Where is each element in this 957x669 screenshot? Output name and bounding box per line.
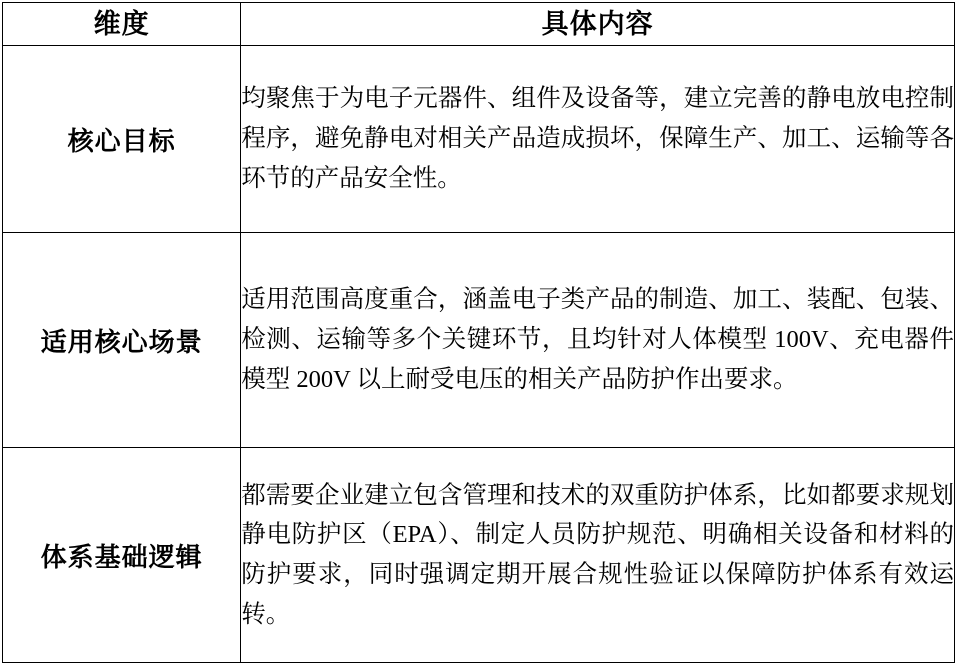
row-content-paragraph: 适用范围高度重合，涵盖电子类产品的制造、加工、装配、包装、检测、运输等多个关键环节，且均针对人体模型 100V、充电器件模型 200V 以上耐受电压的相关产品防护作出要求。 bbox=[241, 286, 954, 393]
row-content-paragraph: 都需要企业建立包含管理和技术的双重防护体系，比如都要求规划静电防护区（EPA）、制定人员防护规范、明确相关设备和材料的防护要求，同时强调定期开展合规性验证以保障防护体系有效运转。 bbox=[241, 481, 954, 628]
column-header-dimension: 维度 bbox=[3, 3, 241, 46]
row-dimension-label: 适用核心场景 bbox=[3, 233, 241, 448]
table-header-row bbox=[3, 3, 955, 46]
row-dimension-label: 核心目标 bbox=[3, 46, 241, 233]
row-content-text bbox=[241, 448, 955, 663]
table-row bbox=[3, 233, 955, 448]
row-content-text bbox=[241, 233, 955, 448]
table-row bbox=[3, 46, 955, 233]
row-content-paragraph: 均聚焦于为电子元器件、组件及设备等，建立完善的静电放电控制程序，避免静电对相关产品造成损坏，保障生产、加工、运输等各环节的产品安全性。 bbox=[241, 85, 954, 192]
comparison-table bbox=[2, 2, 955, 663]
row-content-text bbox=[241, 46, 955, 233]
table-row bbox=[3, 448, 955, 663]
row-dimension-label: 体系基础逻辑 bbox=[3, 448, 241, 663]
column-header-content: 具体内容 bbox=[241, 3, 955, 46]
